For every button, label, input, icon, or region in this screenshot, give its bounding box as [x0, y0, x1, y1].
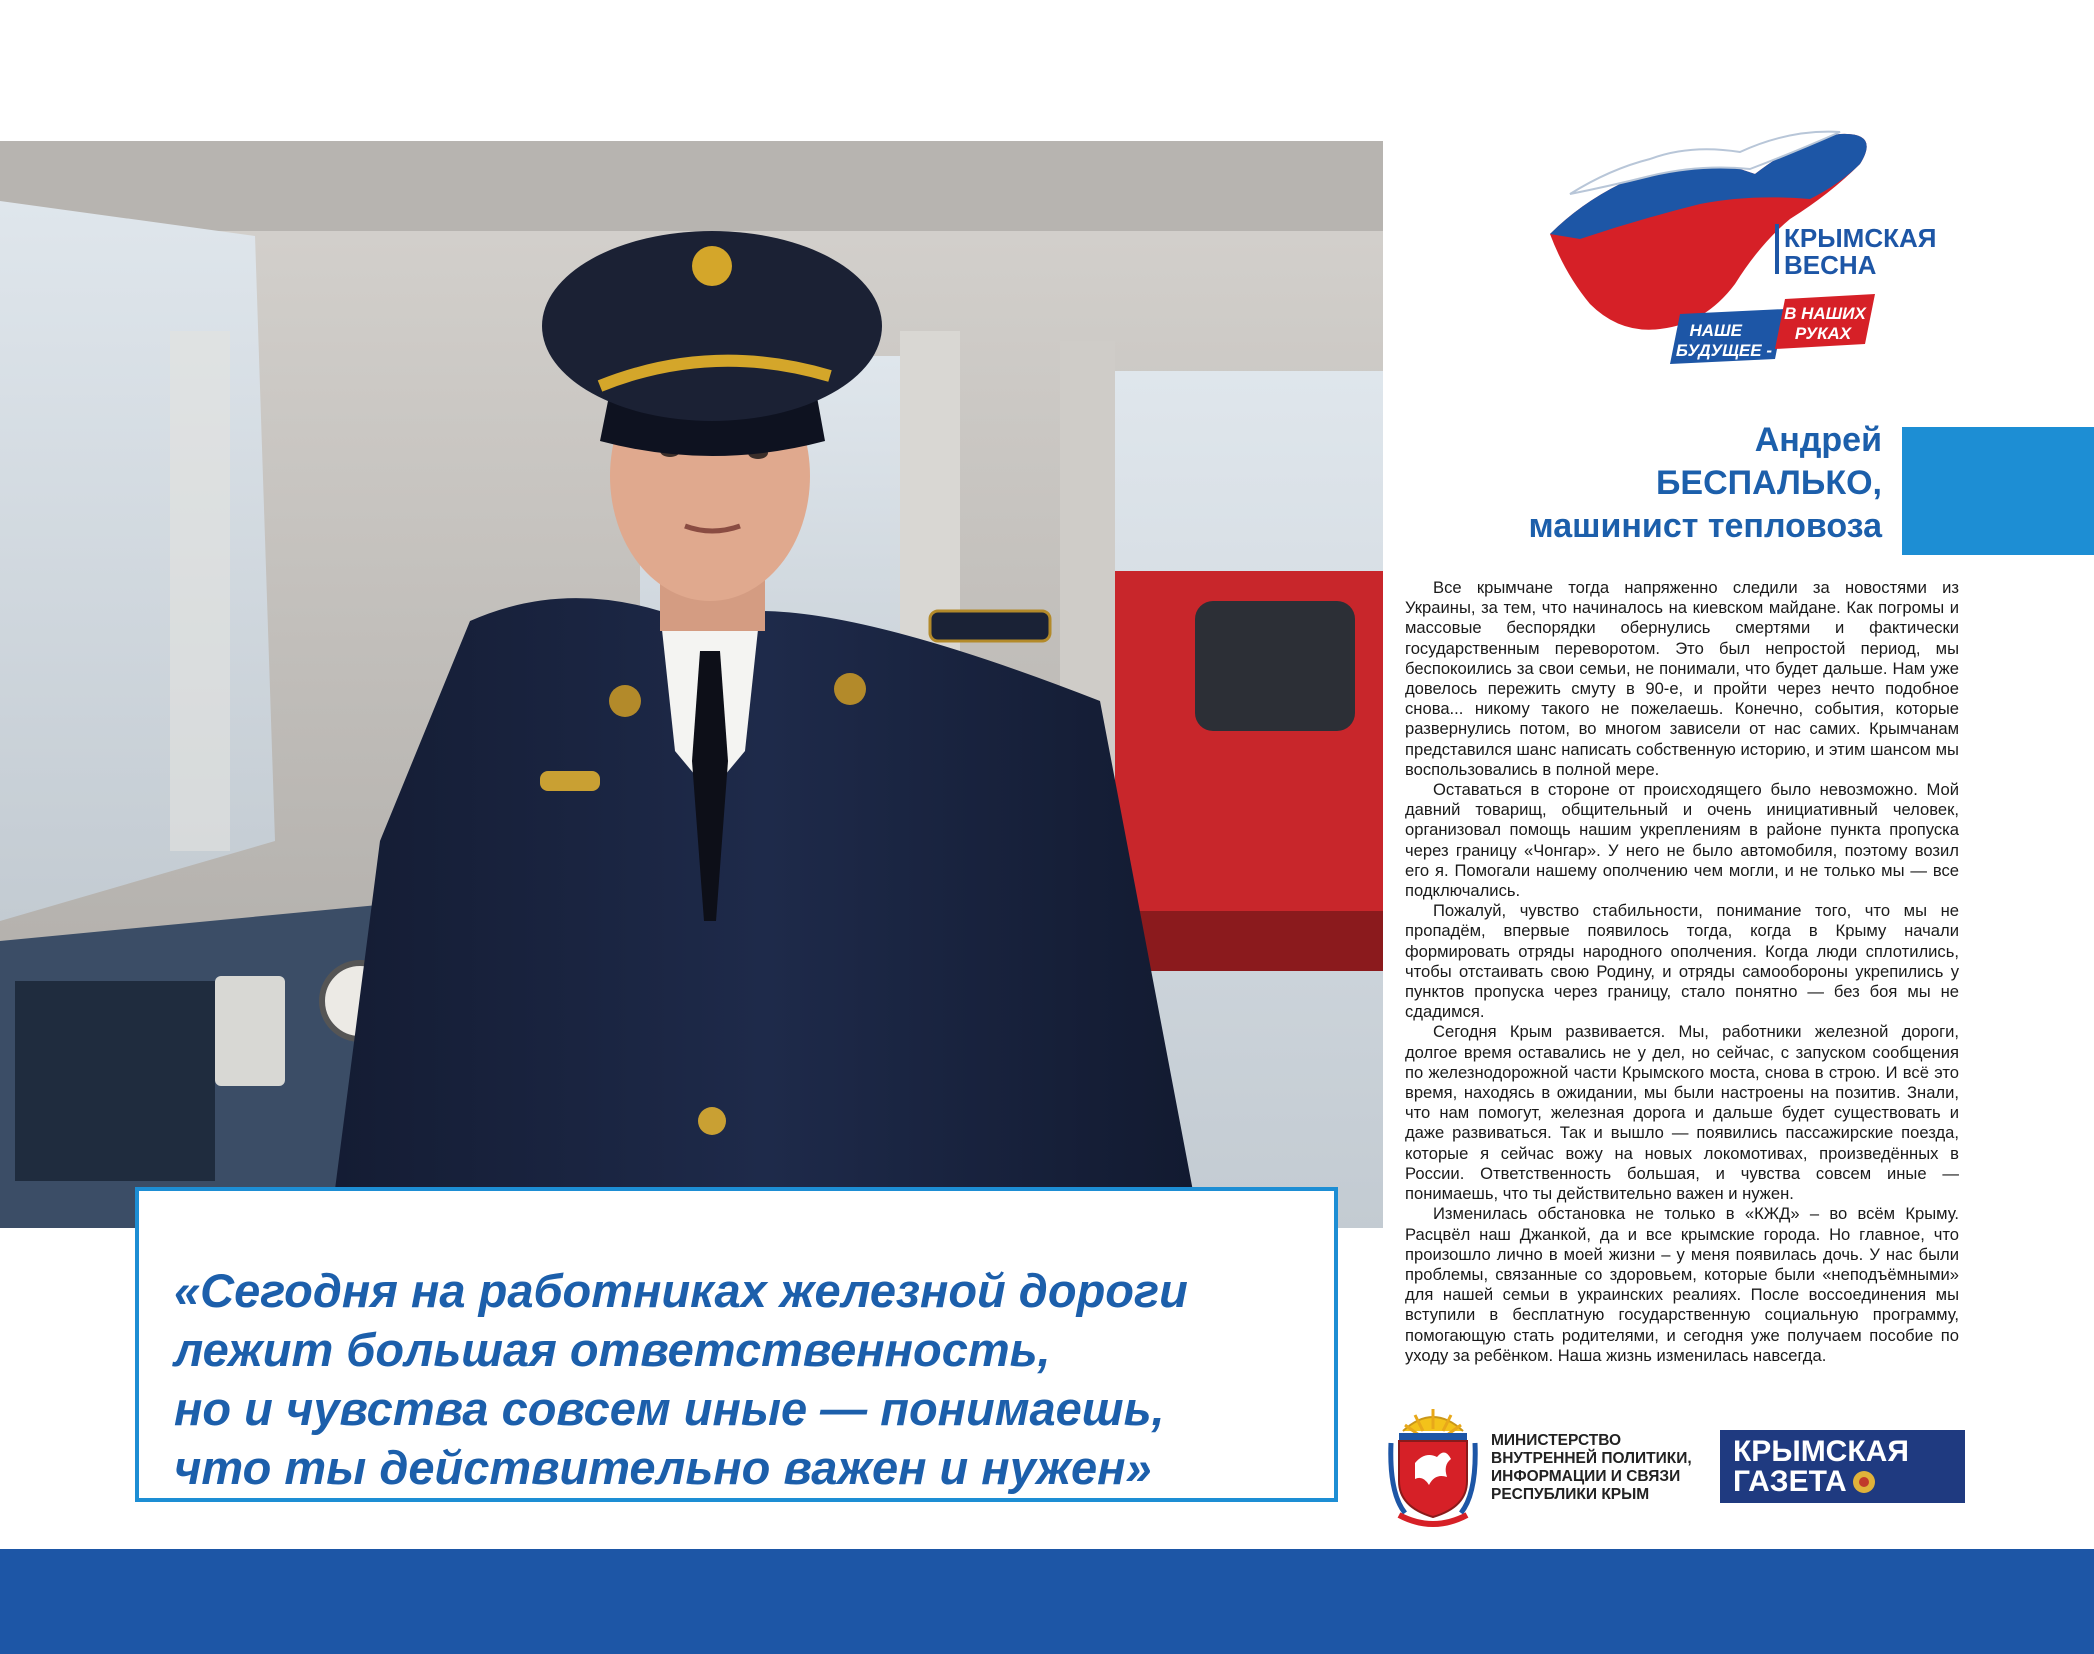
person-heading — [1529, 419, 1882, 548]
article-paragraph: Оставаться в стороне от происходящего было невозможно. Мой давний товарищ, общительный и очень инициативный человек, организовал помощь нашим укреплениям в районе пункта пропуска через границу «Чонгар». У него не было автомобиля, поэтому возил его я. Помогали нашему ополчению чем могли, и не только мы — все подключались. — [1405, 780, 1959, 901]
logo-slogan-right-1: В НАШИХ — [1784, 304, 1866, 323]
ministry-line: ВНУТРЕННЕЙ ПОЛИТИКИ, — [1491, 1450, 1692, 1467]
quote-line: но и чувства совсем иные — понимаешь, — [174, 1382, 1165, 1435]
photo-illustration — [0, 141, 1383, 1228]
person-first-name: Андрей — [1754, 421, 1882, 459]
logo-title-line1: КРЫМСКАЯ — [1784, 223, 1937, 253]
quote-box — [135, 1187, 1338, 1502]
logo-slogan-left-2: БУДУЩЕЕ - — [1675, 341, 1772, 360]
portrait-photo — [0, 141, 1383, 1228]
crimea-flag-map-icon — [1540, 124, 1960, 384]
quote-line: «Сегодня на работниках железной дороги — [174, 1264, 1188, 1317]
krymskaya-gazeta-logo — [1720, 1430, 1965, 1503]
bottom-bar — [0, 1549, 2094, 1654]
accent-tab — [1902, 427, 2094, 555]
logo-slogan-left-1: НАШЕ — [1689, 321, 1742, 340]
ministry-line: МИНИСТЕРСТВО — [1491, 1432, 1622, 1449]
gazeta-line2: ГАЗЕТА — [1733, 1465, 1847, 1498]
logo-title-line2: ВЕСНА — [1784, 250, 1877, 280]
quote-line: лежит большая ответственность, — [174, 1323, 1051, 1376]
article-body — [1405, 578, 1959, 1366]
article-paragraph: Сегодня Крым развивается. Мы, работники железной дороги, долгое время оставались не у дел, но сейчас, с запуском сообщения по железнодорожной части Крымского моста, снова в строю. И всё это время, находясь в ожидании, мы были настроены на позитив. Знали, что нам помогут, железная дорога и дальше будет существовать и даже развиваться. Так и вышло — появились пассажирские поезда, которые я сейчас вожу на новых локомотивах, произведённых в России. Ответственность большая, и чувства совсем иные — понимаешь, что ты действительно важен и нужен. — [1405, 1022, 1959, 1204]
article-paragraph: Все крымчане тогда напряженно следили за новостями из Украины, за тем, что начиналось на киевском майдане. Как погромы и массовые беспорядки обернулись смертями и фактически государственным переворотом. Это был непростой период, мы беспокоились за свои семьи, не понимали, что будет дальше. Нам уже довелось пережить смуту в 90-е, и пройти через нечто подобное снова... никому такого не пожелаешь. Конечно, события, которые развернулись потом, во многом зависели от нас самих. Крымчанам представился шанс написать собственную историю, и этим шансом мы воспользовались в полной мере. — [1405, 578, 1959, 779]
article-paragraph: Изменилась обстановка не только в «КЖД» – во всём Крыму. Расцвёл наш Джанкой, да и все крымские города. Но главное, что произошло лично в моей жизни – у меня появилась дочь. У нас были проблемы, связанные со здоровьем, которые были «неподъёмными» для нашей семьи в украинских реалиях. После воссоединения мы вступили в бесплатную государственную социальную программу, помогающую стать родителями, и сегодня уже получаем пособие по уходу за ребёнком. Наша жизнь изменилась навсегда. — [1405, 1204, 1959, 1365]
logo-slogan-right-2: РУКАХ — [1794, 324, 1852, 343]
quote-line: что ты действительно важен и нужен» — [174, 1441, 1152, 1494]
gazeta-line1: КРЫМСКАЯ — [1733, 1435, 1909, 1468]
person-role: машинист тепловоза — [1528, 507, 1882, 545]
person-last-name: БЕСПАЛЬКО, — [1655, 464, 1882, 502]
ministry-name — [1491, 1432, 1721, 1504]
order-star-icon — [1851, 1469, 1877, 1495]
ministry-line: РЕСПУБЛИКИ КРЫМ — [1491, 1486, 1650, 1503]
ministry-line: ИНФОРМАЦИИ И СВЯЗИ — [1491, 1468, 1681, 1485]
crimean-spring-logo — [1540, 124, 1960, 384]
crimea-coat-of-arms-icon — [1385, 1403, 1481, 1535]
article-paragraph: Пожалуй, чувство стабильности, понимание того, что мы не пропадём, впервые появилось тогда, когда в Крыму начали формировать отряды народного ополчения. Когда люди сплотились, чтобы отстаивать свою Родину, и отряды самообороны укрепились у пунктов пропуска через границу, стало понятно — без боя мы не сдадимся. — [1405, 901, 1959, 1022]
